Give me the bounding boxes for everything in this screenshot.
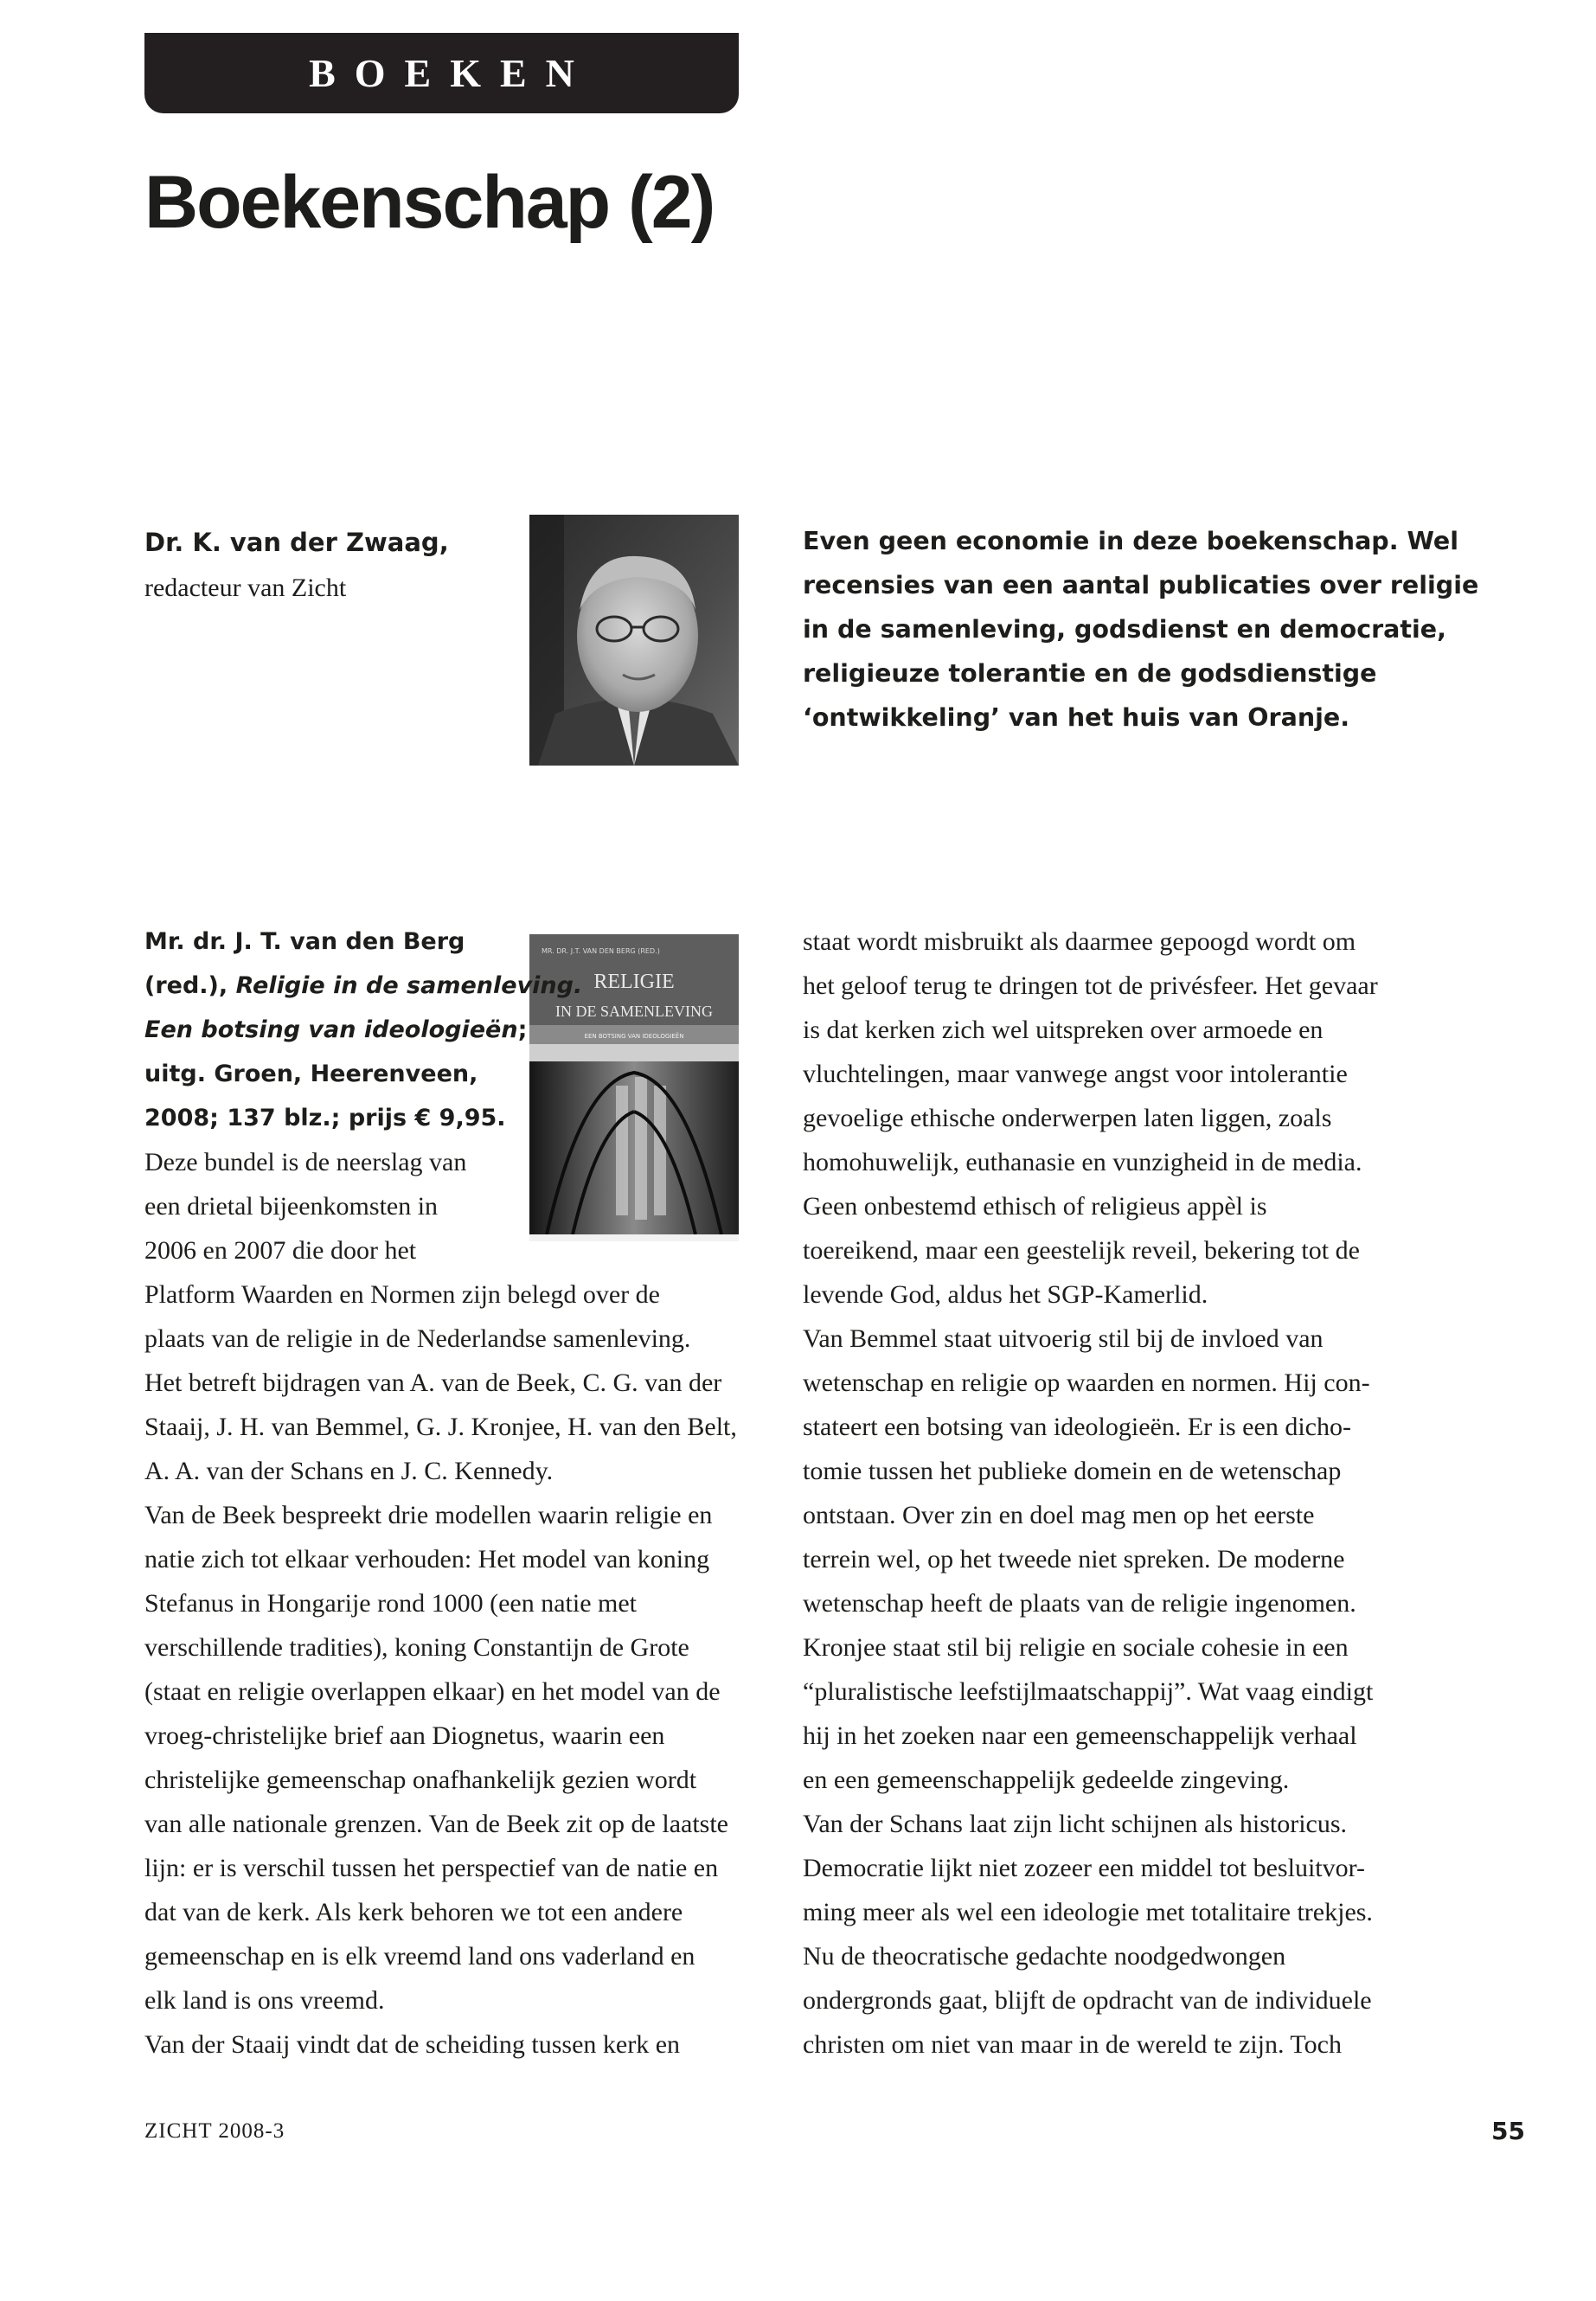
bib-line: Een botsing van ideologieën; bbox=[144, 1016, 528, 1043]
section-tab bbox=[144, 33, 739, 113]
text-line: 2006 en 2007 die door het bbox=[144, 1236, 417, 1265]
text-line: A. A. van der Schans en J. C. Kennedy. bbox=[144, 1457, 554, 1485]
text-line: terrein wel, op het tweede niet spreken. De moderne bbox=[803, 1545, 1345, 1574]
text-line: Platform Waarden en Normen zijn belegd over de bbox=[144, 1280, 660, 1309]
text-line: lijn: er is verschil tussen het perspectief van de natie en bbox=[144, 1854, 719, 1882]
text-line: wetenschap en religie op waarden en normen. Hij con- bbox=[803, 1368, 1370, 1397]
cover-subtitle: EEN BOTSING VAN IDEOLOGIEËN bbox=[584, 1033, 684, 1040]
text-line: christen om niet van maar in de wereld te zijn. Toch bbox=[803, 2030, 1342, 2059]
text-line: dat van de kerk. Als kerk behoren we tot een andere bbox=[144, 1898, 683, 1926]
text-line: Van der Schans laat zijn licht schijnen als historicus. bbox=[803, 1810, 1348, 1838]
text-line: vroeg-christelijke brief aan Diognetus, waarin een bbox=[144, 1721, 665, 1750]
text-line: (staat en religie overlappen elkaar) en het model van de bbox=[144, 1677, 721, 1706]
text-line: gevoelige ethische onderwerpen laten liggen, zoals bbox=[803, 1104, 1332, 1132]
text-line: is dat kerken zich wel uitspreken over armoede en bbox=[803, 1016, 1324, 1044]
right-column bbox=[803, 920, 1378, 2067]
text-line: Stefanus in Hongarije rond 1000 (een natie met bbox=[144, 1589, 638, 1618]
book-title: Religie in de samenleving. bbox=[235, 972, 583, 999]
text-line: natie zich tot elkaar verhouden: Het model van koning bbox=[144, 1545, 710, 1574]
text-line: staat wordt misbruikt als daarmee gepoogd wordt om bbox=[803, 927, 1356, 956]
page-title: Boekenschap (2) bbox=[144, 161, 715, 244]
text-line: vluchtelingen, maar vanwege angst voor intolerantie bbox=[803, 1060, 1348, 1088]
text-line: “pluralistische leefstijlmaatschappij”. Wat vaag eindigt bbox=[803, 1677, 1374, 1706]
book-subtitle: Een botsing van ideologieën bbox=[144, 1016, 518, 1043]
text-line: ming meer als wel een ideologie met totalitaire trekjes. bbox=[803, 1898, 1373, 1926]
text-line: gemeenschap en is elk vreemd land ons vaderland en bbox=[144, 1942, 695, 1971]
text-line: elk land is ons vreemd. bbox=[144, 1986, 385, 2015]
text-line: verschillende tradities), koning Constantijn de Grote bbox=[144, 1633, 689, 1662]
text-line: en een gemeenschappelijk gedeelde zingeving. bbox=[803, 1766, 1290, 1794]
text-line: wetenschap heeft de plaats van de religie ingenomen. bbox=[803, 1589, 1356, 1618]
text-line: homohuwelijk, euthanasie en vunzigheid in de media. bbox=[803, 1148, 1362, 1176]
text-line: een drietal bijeenkomsten in bbox=[144, 1192, 439, 1221]
text-line: het geloof terug te dringen tot de privésfeer. Het gevaar bbox=[803, 971, 1378, 1000]
bib-line: (red.), Religie in de samenleving. bbox=[144, 972, 583, 999]
text-line: Van der Staaij vindt dat de scheiding tussen kerk en bbox=[144, 2030, 681, 2059]
text-line: toereikend, maar een geestelijk reveil, bekering tot de bbox=[803, 1236, 1360, 1265]
author-portrait bbox=[529, 515, 739, 766]
cover-author: MR. DR. J.T. VAN DEN BERG (RED.) bbox=[542, 947, 660, 955]
text-line: van alle nationale grenzen. Van de Beek zit op de laatste bbox=[144, 1810, 728, 1838]
text-line: tomie tussen het publieke domein en de wetenschap bbox=[803, 1457, 1342, 1485]
text-line: hij in het zoeken naar een gemeenschappelijk verhaal bbox=[803, 1721, 1357, 1750]
journal-issue: ZICHT 2008-3 bbox=[144, 2119, 285, 2143]
text-line: Het betreft bijdragen van A. van de Beek, C. G. van der bbox=[144, 1368, 722, 1397]
bib-line: 2008; 137 blz.; prijs € 9,95. bbox=[144, 1105, 506, 1131]
text-line: Van Bemmel staat uitvoerig stil bij de invloed van bbox=[803, 1324, 1324, 1353]
text-line: christelijke gemeenschap onafhankelijk gezien wordt bbox=[144, 1766, 697, 1794]
text-line: Deze bundel is de neerslag van bbox=[144, 1148, 467, 1176]
text-line: stateert een botsing van ideologieën. Er is een dicho- bbox=[803, 1413, 1351, 1441]
text-line: ontstaan. Over zin en doel mag men op het eerste bbox=[803, 1501, 1315, 1529]
bib-line: Mr. dr. J. T. van den Berg bbox=[144, 928, 465, 955]
text-line: plaats van de religie in de Nederlandse samenleving. bbox=[144, 1324, 691, 1353]
text-line: Nu de theocratische gedachte noodgedwongen bbox=[803, 1942, 1286, 1971]
cover-title-2: IN DE SAMENLEVING bbox=[555, 1003, 713, 1020]
page-number: 55 bbox=[1491, 2117, 1525, 2145]
intro-lead: Even geen economie in deze boekenschap. Wel recensies van een aantal publicaties over religie in de samenleving, godsdienst en democratie, religieuze tolerantie en de godsdienstige ‘ontwikkeling’ van het huis van Oranje. bbox=[803, 527, 1479, 732]
text-line: Van de Beek bespreekt drie modellen waarin religie en bbox=[144, 1501, 713, 1529]
bib-line: uitg. Groen, Heerenveen, bbox=[144, 1061, 478, 1087]
text-line: Geen onbestemd ethisch of religieus appèl is bbox=[803, 1192, 1267, 1221]
text-line: Staaij, J. H. van Bemmel, G. J. Kronjee, H. van den Belt, bbox=[144, 1413, 737, 1441]
text-line: levende God, aldus het SGP-Kamerlid. bbox=[803, 1280, 1208, 1309]
author-name: Dr. K. van der Zwaag, bbox=[144, 528, 449, 557]
author-role: redacteur van Zicht bbox=[144, 574, 347, 602]
text-line: Democratie lijkt niet zozeer een middel tot besluitvor- bbox=[803, 1854, 1365, 1882]
left-column bbox=[144, 920, 737, 2067]
text-line: ondergronds gaat, blijft de opdracht van de individuele bbox=[803, 1986, 1372, 2015]
cover-title-1: RELIGIE bbox=[593, 971, 675, 993]
section-label: BOEKEN bbox=[309, 51, 593, 95]
text-line: Kronjee staat stil bij religie en sociale cohesie in een bbox=[803, 1633, 1349, 1662]
